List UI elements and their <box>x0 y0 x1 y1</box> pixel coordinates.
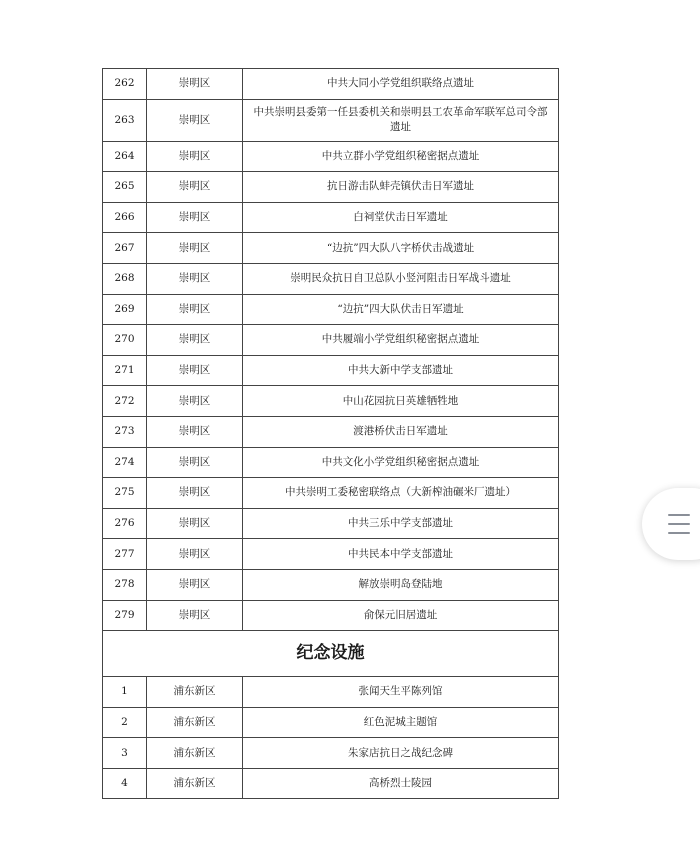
table-row <box>103 325 559 356</box>
table-row <box>103 677 559 708</box>
table-row <box>103 263 559 294</box>
row-number: 272 <box>103 386 147 417</box>
row-site-name: 中共大同小学党组织联络点遗址 <box>243 69 559 100</box>
table-row <box>103 386 559 417</box>
table-section <box>103 631 559 677</box>
row-site-name: 中山花园抗日英雄牺牲地 <box>243 386 559 417</box>
row-district: 崇明区 <box>147 539 243 570</box>
row-district: 崇明区 <box>147 447 243 478</box>
sites-table <box>102 68 559 799</box>
row-site-name: 抗日游击队蚌壳镇伏击日军遗址 <box>243 172 559 203</box>
table-row <box>103 99 559 141</box>
row-site-name: 红色泥城主题馆 <box>243 707 559 738</box>
row-site-name: 朱家店抗日之战纪念碑 <box>243 738 559 769</box>
table-row <box>103 202 559 233</box>
row-district: 崇明区 <box>147 569 243 600</box>
row-district: 崇明区 <box>147 233 243 264</box>
table-row <box>103 600 559 631</box>
table-row <box>103 416 559 447</box>
table-row <box>103 355 559 386</box>
row-number: 4 <box>103 768 147 799</box>
row-number: 270 <box>103 325 147 356</box>
section-row <box>103 631 559 677</box>
row-site-name: 中共履端小学党组织秘密据点遗址 <box>243 325 559 356</box>
table-row <box>103 294 559 325</box>
row-number: 265 <box>103 172 147 203</box>
row-site-name: “边抗”四大队八字桥伏击战遗址 <box>243 233 559 264</box>
row-number: 267 <box>103 233 147 264</box>
row-number: 269 <box>103 294 147 325</box>
row-district: 浦东新区 <box>147 768 243 799</box>
table-body-sites <box>103 69 559 631</box>
table-row <box>103 447 559 478</box>
table-row <box>103 69 559 100</box>
row-number: 266 <box>103 202 147 233</box>
row-site-name: “边抗”四大队伏击日军遗址 <box>243 294 559 325</box>
row-district: 崇明区 <box>147 202 243 233</box>
row-district: 崇明区 <box>147 263 243 294</box>
row-district: 崇明区 <box>147 99 243 141</box>
row-district: 崇明区 <box>147 386 243 417</box>
side-menu-handle[interactable] <box>642 488 700 560</box>
row-number: 264 <box>103 141 147 172</box>
row-site-name: 中共三乐中学支部遗址 <box>243 508 559 539</box>
row-site-name: 渡港桥伏击日军遗址 <box>243 416 559 447</box>
row-number: 273 <box>103 416 147 447</box>
row-district: 浦东新区 <box>147 707 243 738</box>
row-district: 崇明区 <box>147 355 243 386</box>
row-number: 1 <box>103 677 147 708</box>
row-district: 崇明区 <box>147 478 243 509</box>
table-row <box>103 707 559 738</box>
row-district: 崇明区 <box>147 172 243 203</box>
row-number: 271 <box>103 355 147 386</box>
table-body-memorials <box>103 677 559 799</box>
row-number: 2 <box>103 707 147 738</box>
table-row <box>103 508 559 539</box>
row-district: 崇明区 <box>147 141 243 172</box>
row-number: 277 <box>103 539 147 570</box>
row-district: 崇明区 <box>147 325 243 356</box>
row-site-name: 张闻天生平陈列馆 <box>243 677 559 708</box>
table-row <box>103 172 559 203</box>
table-row <box>103 141 559 172</box>
row-number: 278 <box>103 569 147 600</box>
row-district: 崇明区 <box>147 600 243 631</box>
row-number: 262 <box>103 69 147 100</box>
row-number: 275 <box>103 478 147 509</box>
row-district: 崇明区 <box>147 416 243 447</box>
table-row <box>103 569 559 600</box>
row-site-name: 高桥烈士陵园 <box>243 768 559 799</box>
row-site-name: 俞保元旧居遗址 <box>243 600 559 631</box>
table-row <box>103 768 559 799</box>
table-row <box>103 539 559 570</box>
row-site-name: 解放崇明岛登陆地 <box>243 569 559 600</box>
row-site-name: 中共崇明县委第一任县委机关和崇明县工农革命军联军总司令部遗址 <box>243 99 559 141</box>
row-number: 263 <box>103 99 147 141</box>
section-title: 纪念设施 <box>103 631 559 677</box>
row-site-name: 中共立群小学党组织秘密据点遗址 <box>243 141 559 172</box>
row-number: 276 <box>103 508 147 539</box>
row-site-name: 白祠堂伏击日军遗址 <box>243 202 559 233</box>
row-number: 274 <box>103 447 147 478</box>
row-site-name: 中共大新中学支部遗址 <box>243 355 559 386</box>
row-district: 浦东新区 <box>147 738 243 769</box>
row-number: 268 <box>103 263 147 294</box>
table-row <box>103 478 559 509</box>
row-site-name: 崇明民众抗日自卫总队小竖河阻击日军战斗遗址 <box>243 263 559 294</box>
table-row <box>103 738 559 769</box>
row-number: 3 <box>103 738 147 769</box>
row-district: 浦东新区 <box>147 677 243 708</box>
row-district: 崇明区 <box>147 294 243 325</box>
row-district: 崇明区 <box>147 508 243 539</box>
row-site-name: 中共文化小学党组织秘密据点遗址 <box>243 447 559 478</box>
row-site-name: 中共民本中学支部遗址 <box>243 539 559 570</box>
row-number: 279 <box>103 600 147 631</box>
row-site-name: 中共崇明工委秘密联络点（大新榨油碾米厂遗址） <box>243 478 559 509</box>
row-district: 崇明区 <box>147 69 243 100</box>
table-row <box>103 233 559 264</box>
